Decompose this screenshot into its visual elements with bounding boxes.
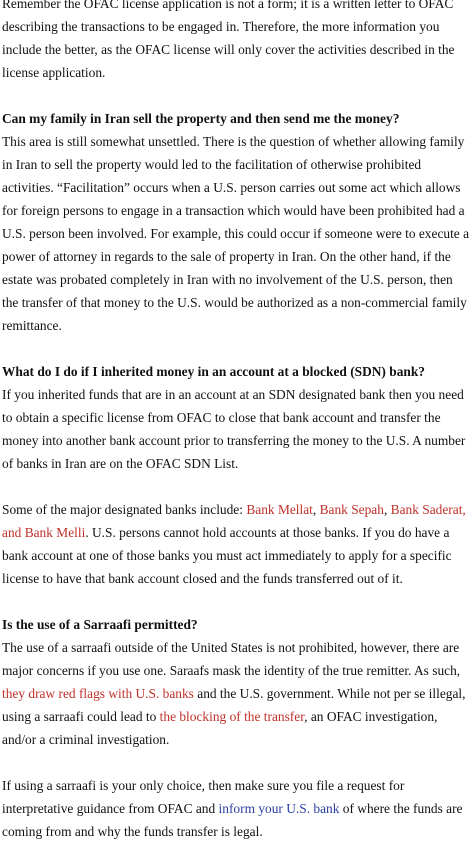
section-heading-inherited-money: What do I do if I inherited money in an account at a blocked (SDN) bank? xyxy=(2,364,425,379)
bank-name-sepah: Bank Sepah xyxy=(319,502,384,517)
sarraafi-text-a: The use of a sarraafi outside of the United States is not prohibited, however, there are major concerns if you use one. Saraafs mask the identity of the true remitter. As such, xyxy=(2,640,461,678)
sarraafi-text-c: , an OFAC investigation, and/or a criminal investigation. xyxy=(2,709,438,747)
bank-name-saderat: Bank Saderat xyxy=(390,502,463,517)
final-text-b: of where the funds are coming from and why the funds transfer is legal. xyxy=(2,801,463,839)
sarraafi-text-b: and the U.S. government. While not per se illegal, using a sarraafi could lead to xyxy=(2,686,466,724)
section-heading-family-sale: Can my family in Iran sell the property and then send me the money? xyxy=(2,111,400,126)
section-body-sarraafi xyxy=(2,636,472,751)
section-body-family-sale: This area is still somewhat unsettled. There is the question of whether allowing family in Iran to sell the property would led to the facilitation of otherwise prohibited activities. “Facilitation” occurs when a U.S. person carries out some act which allows for foreign persons to engage in a transaction which would have been prohibited had a U.S. person been involved. For example, this could occur if someone were to execute a power of attorney in regards to the sale of property in Iran. On the other hand, if the estate was probated completely in Iran with no involvement of the U.S. person, then the transfer of that money to the U.S. would be authorized as a non-commercial family remittance. xyxy=(2,134,470,333)
highlight-inform-bank: inform your U.S. bank xyxy=(218,801,340,816)
banks-intro-text: Some of the major designated banks include: xyxy=(2,502,247,517)
bank-separator: , xyxy=(383,502,391,517)
bank-name-melli: Bank Melli xyxy=(24,525,86,540)
designated-banks-paragraph xyxy=(2,498,472,590)
banks-rest-text: . U.S. persons cannot hold accounts at those banks. If you do have a bank account at one of those banks you must act immediately to apply for a specific license to have that bank account closed and the funds transferred out of it. xyxy=(2,525,452,586)
final-text-a: If using a sarraafi is your only choice, then make sure you file a request for interpretative guidance from OFAC and xyxy=(2,778,405,816)
bank-and-text: and xyxy=(2,525,25,540)
highlight-blocking-transfer: the blocking of the transfer xyxy=(159,709,305,724)
bank-separator-red: , xyxy=(462,502,466,517)
bank-separator: , xyxy=(312,502,320,517)
intro-paragraph: Remember the OFAC license application is not a form; it is a written letter to OFAC describing the transactions to be engaged in. Therefore, the more information you include the better, as the OFAC license will only cover the activities described in the license application. xyxy=(2,0,455,80)
section-body-inherited-money: If you inherited funds that are in an account at an SDN designated bank then you need to obtain a specific license from OFAC to close that bank account and transfer the money into another bank account prior to transferring the money to the U.S. A number of banks in Iran are on the OFAC SDN List. xyxy=(2,387,466,471)
section-heading-sarraafi: Is the use of a Sarraafi permitted? xyxy=(2,617,198,632)
bank-name-mellat: Bank Mellat xyxy=(246,502,313,517)
final-paragraph xyxy=(2,774,472,843)
highlight-red-flags: they draw red flags with U.S. banks xyxy=(2,686,194,701)
